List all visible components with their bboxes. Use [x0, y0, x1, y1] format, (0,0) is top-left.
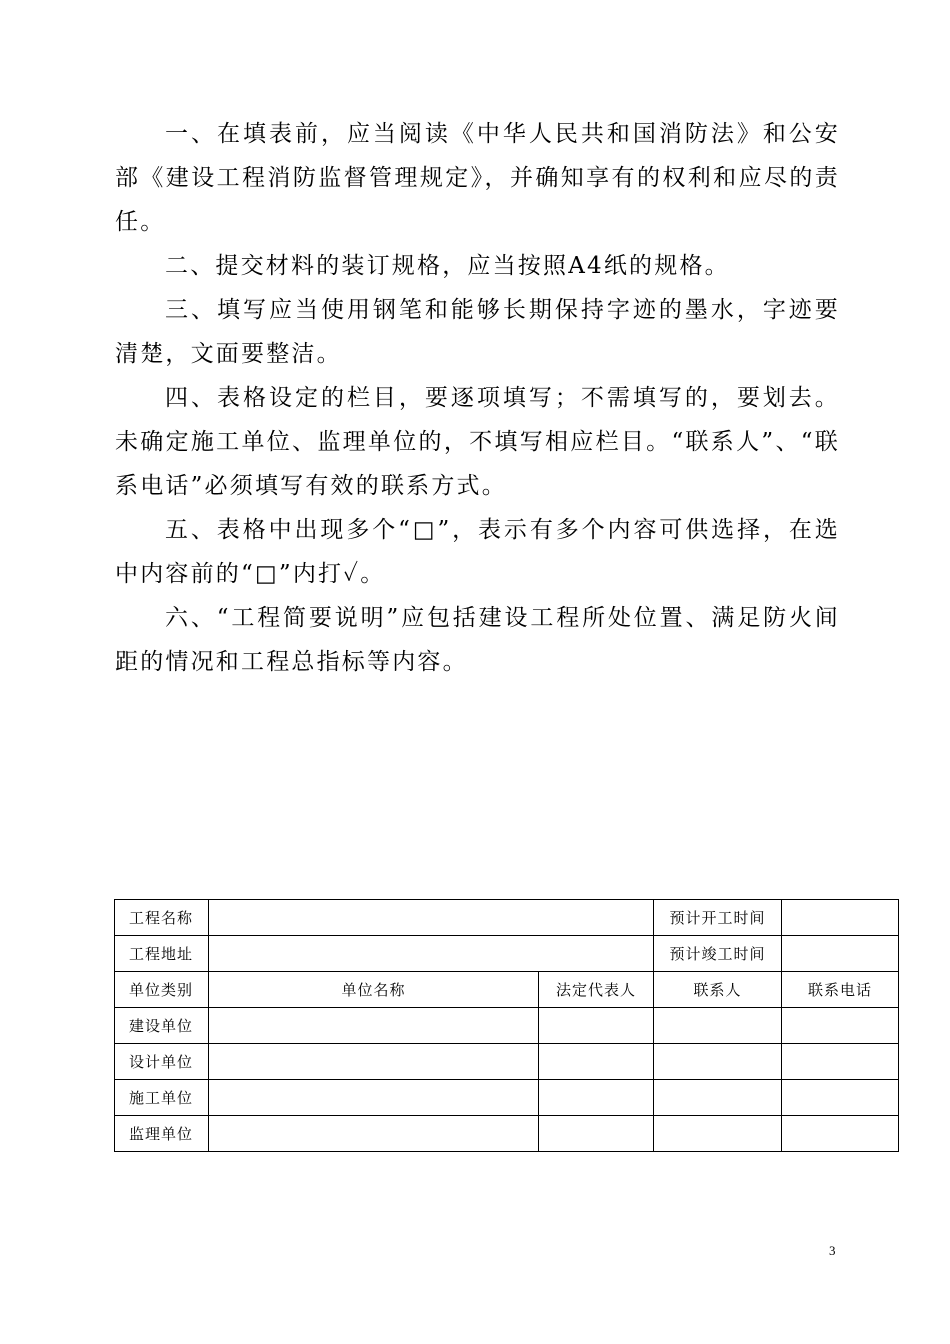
unit-name-header: 单位名称 [209, 972, 539, 1008]
unit-name-field[interactable] [209, 1044, 539, 1080]
contact-field[interactable] [654, 1044, 782, 1080]
legal-rep-field[interactable] [539, 1116, 654, 1152]
planned-completion-field[interactable] [782, 936, 899, 972]
instruction-5: 五、表格中出现多个“□”，表示有多个内容可供选择，在选中内容前的“□”内打✓。 [115, 517, 840, 587]
legal-rep-header: 法定代表人 [539, 972, 654, 1008]
instruction-1: 一、在填表前，应当阅读《中华人民共和国消防法》和公安部《建设工程消防监督管理规定》，并确知享有的权利和应尽的责任。 [115, 121, 840, 235]
legal-rep-field[interactable] [539, 1008, 654, 1044]
planned-start-label: 预计开工时间 [654, 900, 782, 936]
unit-row [115, 1080, 899, 1116]
project-address-field[interactable] [209, 936, 654, 972]
project-address-label: 工程地址 [115, 936, 209, 972]
unit-type-label: 建设单位 [115, 1008, 209, 1044]
phone-header: 联系电话 [782, 972, 899, 1008]
project-name-field[interactable] [209, 900, 654, 936]
instruction-3: 三、填写应当使用钢笔和能够长期保持字迹的墨水，字迹要清楚，文面要整洁。 [115, 297, 840, 367]
unit-type-label: 设计单位 [115, 1044, 209, 1080]
unit-type-header: 单位类别 [115, 972, 209, 1008]
contact-field[interactable] [654, 1008, 782, 1044]
project-name-label: 工程名称 [115, 900, 209, 936]
phone-field[interactable] [782, 1080, 899, 1116]
unit-type-label: 监理单位 [115, 1116, 209, 1152]
instructions [115, 112, 840, 684]
unit-name-field[interactable] [209, 1080, 539, 1116]
legal-rep-field[interactable] [539, 1080, 654, 1116]
header-row [115, 972, 899, 1008]
unit-row [115, 1116, 899, 1152]
instruction-2: 二、提交材料的装订规格，应当按照A4纸的规格。 [165, 253, 730, 279]
phone-field[interactable] [782, 1116, 899, 1152]
project-info-table [114, 899, 899, 1152]
project-address-row [115, 936, 899, 972]
contact-field[interactable] [654, 1116, 782, 1152]
unit-name-field[interactable] [209, 1008, 539, 1044]
unit-row [115, 1044, 899, 1080]
unit-name-field[interactable] [209, 1116, 539, 1152]
instruction-6: 六、“工程简要说明”应包括建设工程所处位置、满足防火间距的情况和工程总指标等内容。 [115, 605, 840, 675]
page-number: 3 [829, 1243, 836, 1258]
phone-field[interactable] [782, 1044, 899, 1080]
project-name-row [115, 900, 899, 936]
unit-row [115, 1008, 899, 1044]
unit-type-label: 施工单位 [115, 1080, 209, 1116]
phone-field[interactable] [782, 1008, 899, 1044]
legal-rep-field[interactable] [539, 1044, 654, 1080]
contact-field[interactable] [654, 1080, 782, 1116]
planned-completion-label: 预计竣工时间 [654, 936, 782, 972]
instruction-4: 四、表格设定的栏目，要逐项填写；不需填写的，要划去。未确定施工单位、监理单位的，不填写相应栏目。“联系人”、“联系电话”必须填写有效的联系方式。 [115, 385, 840, 499]
planned-start-field[interactable] [782, 900, 899, 936]
contact-header: 联系人 [654, 972, 782, 1008]
